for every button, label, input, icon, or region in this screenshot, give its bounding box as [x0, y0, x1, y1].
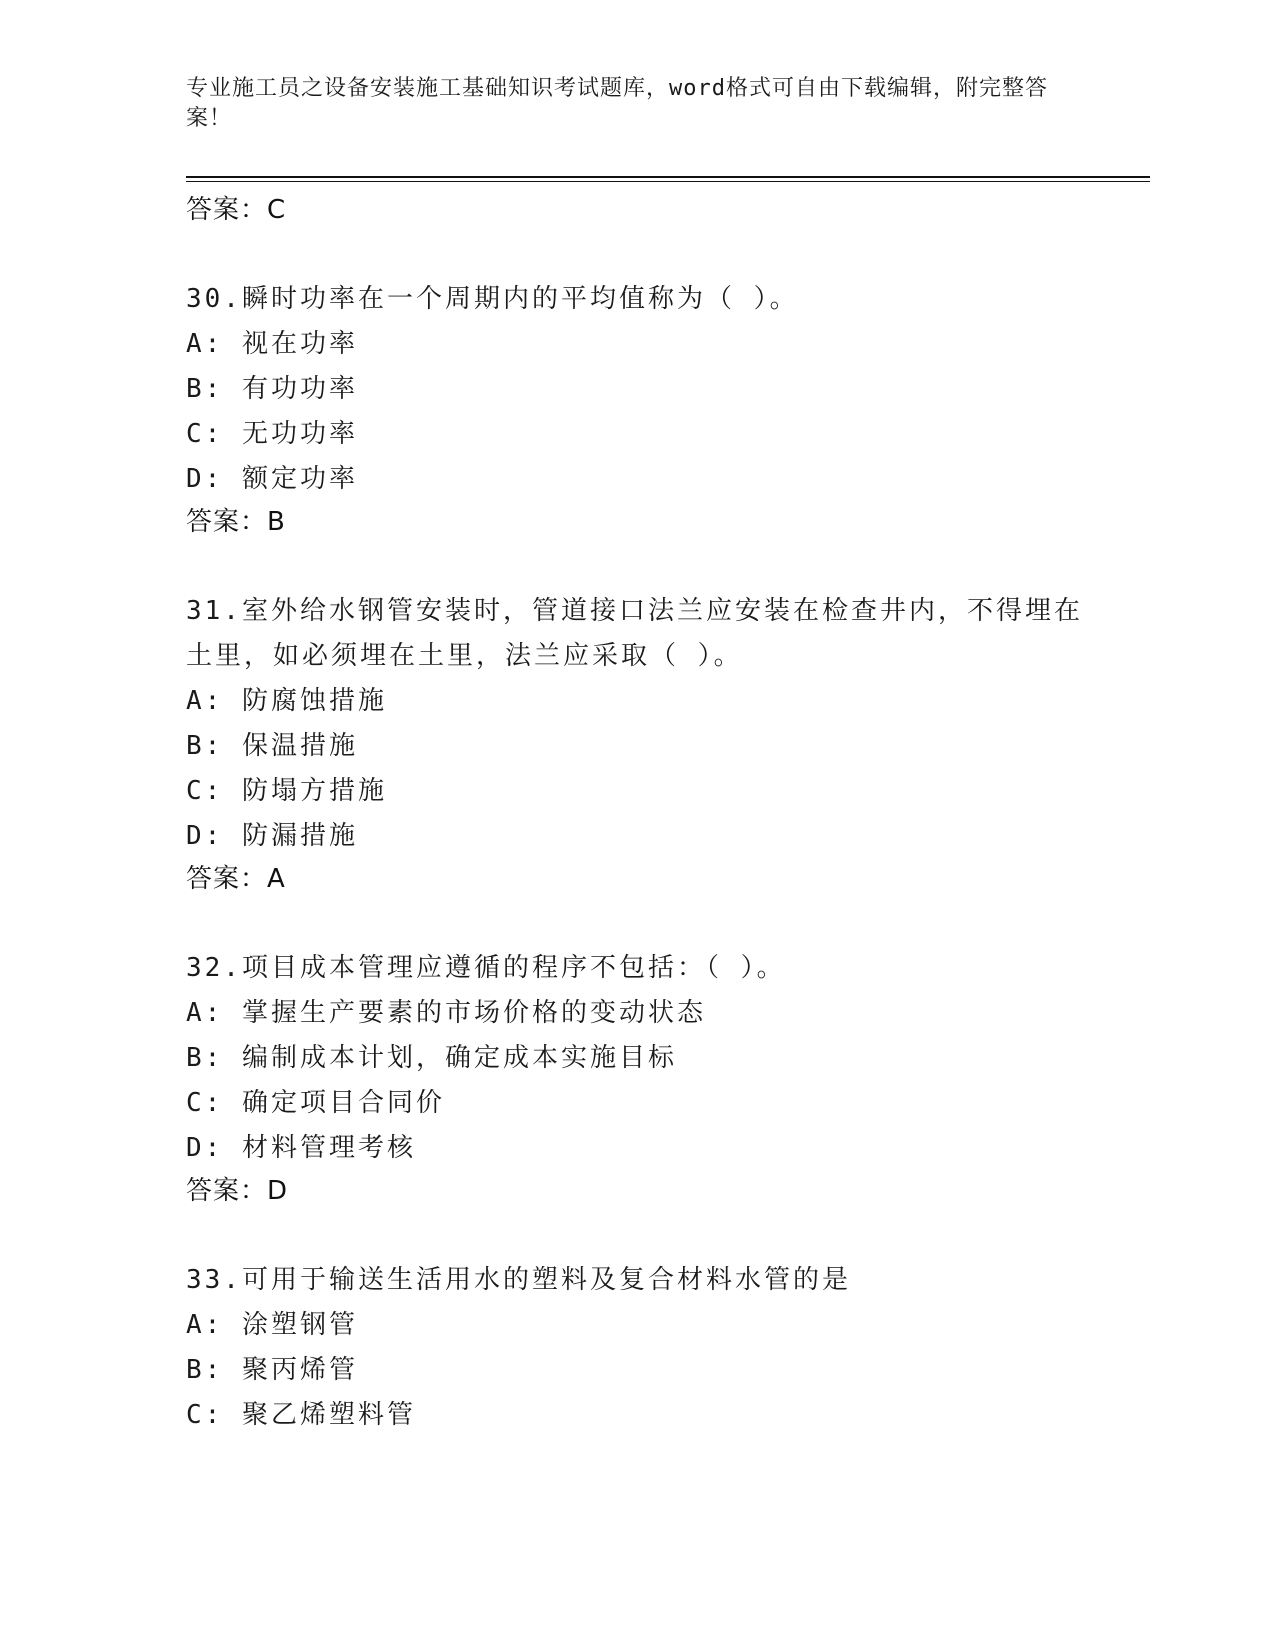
option-b: B: 聚丙烯管 [186, 1355, 358, 1385]
question-item [186, 277, 1086, 502]
answer-label: 答案：A [186, 864, 286, 894]
answer-label: 答案：B [186, 507, 286, 537]
header-divider-thin [186, 181, 1150, 182]
option-a: A: 防腐蚀措施 [186, 686, 387, 716]
question-stem: 33.可用于输送生活用水的塑料及复合材料水管的是 [186, 1265, 851, 1295]
option-c: C: 防塌方措施 [186, 776, 387, 806]
option-a: A: 视在功率 [186, 329, 358, 359]
document-header: 专业施工员之设备安装施工基础知识考试题库，word格式可自由下载编辑，附完整答案！ [186, 76, 1048, 131]
option-d: D: 额定功率 [186, 464, 358, 494]
option-b: B: 编制成本计划，确定成本实施目标 [186, 1043, 677, 1073]
header-divider-thick [186, 176, 1150, 178]
spacer [186, 1211, 1086, 1258]
answer-label: 答案：C [186, 195, 287, 225]
option-d: D: 材料管理考核 [186, 1133, 416, 1163]
question-list [186, 190, 1086, 1438]
option-b: B: 保温措施 [186, 731, 358, 761]
spacer [186, 542, 1086, 589]
option-a: A: 掌握生产要素的市场价格的变动状态 [186, 998, 706, 1028]
spacer [186, 230, 1086, 277]
answer-label: 答案：D [186, 1176, 289, 1206]
question-stem: 31.室外给水钢管安装时，管道接口法兰应安装在检查井内，不得埋在土里，如必须埋在土里，法兰应采取（ ）。 [186, 596, 1083, 671]
question-item [186, 589, 1086, 859]
option-c: C: 无功功率 [186, 419, 358, 449]
spacer [186, 899, 1086, 946]
option-d: D: 防漏措施 [186, 821, 358, 851]
option-b: B: 有功功率 [186, 374, 358, 404]
question-stem: 30.瞬时功率在一个周期内的平均值称为（ ）。 [186, 284, 799, 314]
question-item [186, 946, 1086, 1171]
question-item [186, 1258, 1086, 1438]
option-c: C: 聚乙烯塑料管 [186, 1400, 416, 1430]
question-stem: 32.项目成本管理应遵循的程序不包括：（ ）。 [186, 953, 786, 983]
option-c: C: 确定项目合同价 [186, 1088, 445, 1118]
option-a: A: 涂塑钢管 [186, 1310, 358, 1340]
